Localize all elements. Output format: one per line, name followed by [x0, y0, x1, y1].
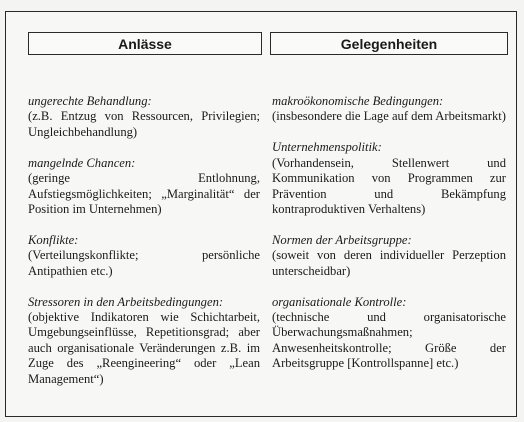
entry-description: (Verteilungskonflikte; persönliche Antipathien etc.) — [28, 248, 260, 278]
entry-organisationale-kontrolle — [272, 295, 506, 372]
entry-description: (geringe Entlohnung, Aufstiegsmöglichkeiten; „Marginalität“ der Position im Unternehmen) — [28, 171, 260, 216]
entry-unternehmenspolitik — [272, 140, 506, 217]
header-anlaesse: Anlässe — [28, 32, 262, 55]
entry-description: (insbesondere die Lage auf dem Arbeitsmarkt) — [272, 109, 506, 124]
entry-konflikte — [28, 233, 260, 279]
entry-title: Unternehmenspolitik: — [272, 140, 382, 155]
entry-normen-der-arbeitsgruppe — [272, 233, 506, 279]
entry-description: (objektive Indikatoren wie Schichtarbeit, Umgebungseinflüsse, Repetitionsgrad; aber auch organisationale Veränderungen z.B. im Zuge des „Reengineering“ oder „Lean Management“) — [28, 309, 260, 386]
entry-description: (Vorhandensein, Stellenwert und Kommunikation von Programmen zur Prävention und Bekämpfung kontraproduktiven Verhaltens) — [272, 155, 506, 216]
entry-description: (technische und organisatorische Überwachungsmaßnahmen; Anwesenheitskontrolle; Größe der Arbeitsgruppe [Kontrollspanne] etc.) — [272, 309, 506, 371]
entry-title: ungerechte Behandlung: — [28, 94, 152, 108]
entry-description: (soweit von deren individueller Perzeption unterscheidbar) — [272, 248, 506, 278]
column-gelegenheiten — [272, 94, 506, 387]
entry-title: Normen der Arbeitsgruppe: — [272, 232, 412, 247]
entry-mangelnde-chancen — [28, 156, 260, 218]
entry-stressoren — [28, 295, 260, 387]
entry-title: organisationale Kontrolle: — [272, 294, 407, 309]
entry-title: makroökonomische Bedingungen: — [272, 94, 444, 108]
entry-description: (z.B. Entzug von Ressourcen, Privilegien; Ungleichbehandlung) — [28, 109, 260, 139]
header-gelegenheiten: Gelegenheiten — [270, 32, 508, 55]
entry-title: Stressoren in den Arbeitsbedingungen: — [28, 294, 224, 309]
entry-makrooekonomische-bedingungen — [272, 94, 506, 125]
table-frame — [5, 11, 517, 417]
entry-ungerechte-behandlung — [28, 94, 260, 140]
entry-title: Konflikte: — [28, 232, 79, 247]
column-anlaesse — [28, 94, 260, 403]
entry-title: mangelnde Chancen: — [28, 155, 136, 170]
